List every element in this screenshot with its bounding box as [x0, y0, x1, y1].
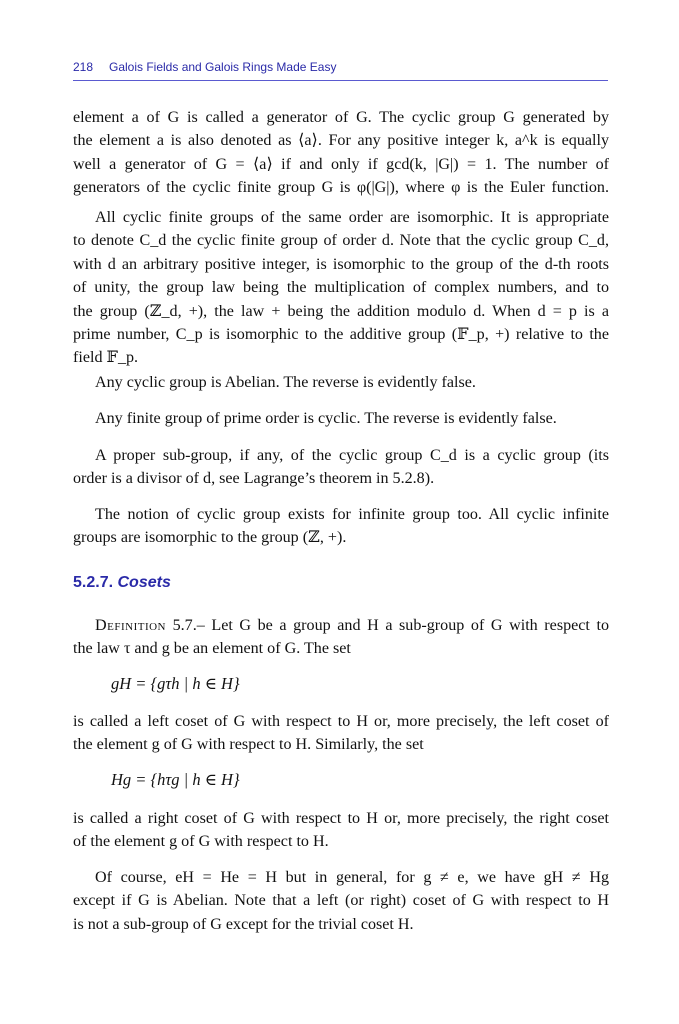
text-line: is called a left coset of G with respect to H or, more precisely, the left coset of — [73, 713, 609, 730]
paragraph-3 — [73, 371, 609, 394]
text-line: order is a divisor of d, see Lagrange’s theorem in 5.2.8). — [73, 470, 435, 488]
text-line: is called a right coset of G with respect to H or, more precisely, the right coset — [73, 810, 609, 827]
paragraph-4 — [73, 407, 609, 430]
text-line: the law τ and g be an element of G. The set — [73, 640, 351, 658]
text-line: prime number, C_p is isomorphic to the additive group (𝔽_p, +) relative to the — [73, 325, 609, 343]
section-number: 5.2.7. — [73, 574, 114, 591]
text-line: the element a is also denoted as ⟨a⟩. For any positive integer k, a^k is equally — [73, 132, 609, 150]
text-line: is not a sub-group of G except for the trivial coset H. — [73, 915, 414, 933]
text-line: A proper sub-group, if any, of the cyclic group C_d is a cyclic group (its — [95, 447, 609, 464]
definition-text: Let G be a group and H a sub-group of G with respect to — [211, 617, 609, 634]
text-line: groups are isomorphic to the group (ℤ, +). — [73, 529, 347, 547]
definition-line — [73, 614, 609, 637]
paragraph-right-coset — [73, 807, 609, 854]
text-line: generators of the cyclic finite group G is φ(|G|), where φ is the Euler function. — [73, 179, 609, 197]
paragraph-left-coset — [73, 710, 609, 757]
text-line: of the element g of G with respect to H. — [73, 833, 329, 851]
section-title: Cosets — [117, 574, 171, 591]
definition — [73, 614, 609, 661]
section-heading — [73, 574, 171, 592]
text-line: element a of G is called a generator of G. The cyclic group G generated by — [73, 109, 609, 126]
text-line: the group (ℤ_d, +), the law + being the addition modulo d. When d = p is a — [73, 302, 609, 320]
text-line: well a generator of G = ⟨a⟩ if and only if gcd(k, |G|) = 1. The number of — [73, 155, 609, 173]
definition-label: Definition — [95, 617, 166, 634]
text-line: Of course, eH = He = H but in general, for g ≠ e, we have gH ≠ Hg — [95, 869, 609, 886]
paragraph-final — [73, 866, 609, 936]
text-line: Any cyclic group is Abelian. The reverse is evidently false. — [95, 374, 476, 391]
paragraph-6 — [73, 503, 609, 550]
text-line: except if G is Abelian. Note that a left (or right) coset of G with respect to H — [73, 892, 609, 910]
paragraph-5 — [73, 444, 609, 491]
paragraph-2 — [73, 206, 609, 370]
paragraph-1 — [73, 106, 609, 200]
text-line: the element g of G with respect to H. Similarly, the set — [73, 736, 424, 754]
text-line: to denote C_d the cyclic finite group of order d. Note that the cyclic group C_d, — [73, 232, 609, 250]
running-header — [73, 58, 608, 81]
right-coset-formula: Hg = {hτg | h ∈ H} — [111, 770, 240, 789]
text-line: Any finite group of prime order is cyclic. The reverse is evidently false. — [95, 410, 557, 427]
page-number: 218 — [73, 60, 94, 74]
left-coset-formula: gH = {gτh | h ∈ H} — [111, 674, 240, 693]
text-line: All cyclic finite groups of the same order are isomorphic. It is appropriate — [95, 209, 609, 226]
text-line: field 𝔽_p. — [73, 349, 139, 367]
text-line: The notion of cyclic group exists for infinite group too. All cyclic infinite — [95, 506, 609, 523]
text-line: of unity, the group law being the multiplication of complex numbers, and to — [73, 279, 609, 297]
running-title: Galois Fields and Galois Rings Made Easy — [109, 60, 337, 74]
text-line: with d an arbitrary positive integer, is isomorphic to the group of the d-th roots — [73, 255, 609, 273]
definition-number: 5.7.– — [172, 617, 205, 634]
